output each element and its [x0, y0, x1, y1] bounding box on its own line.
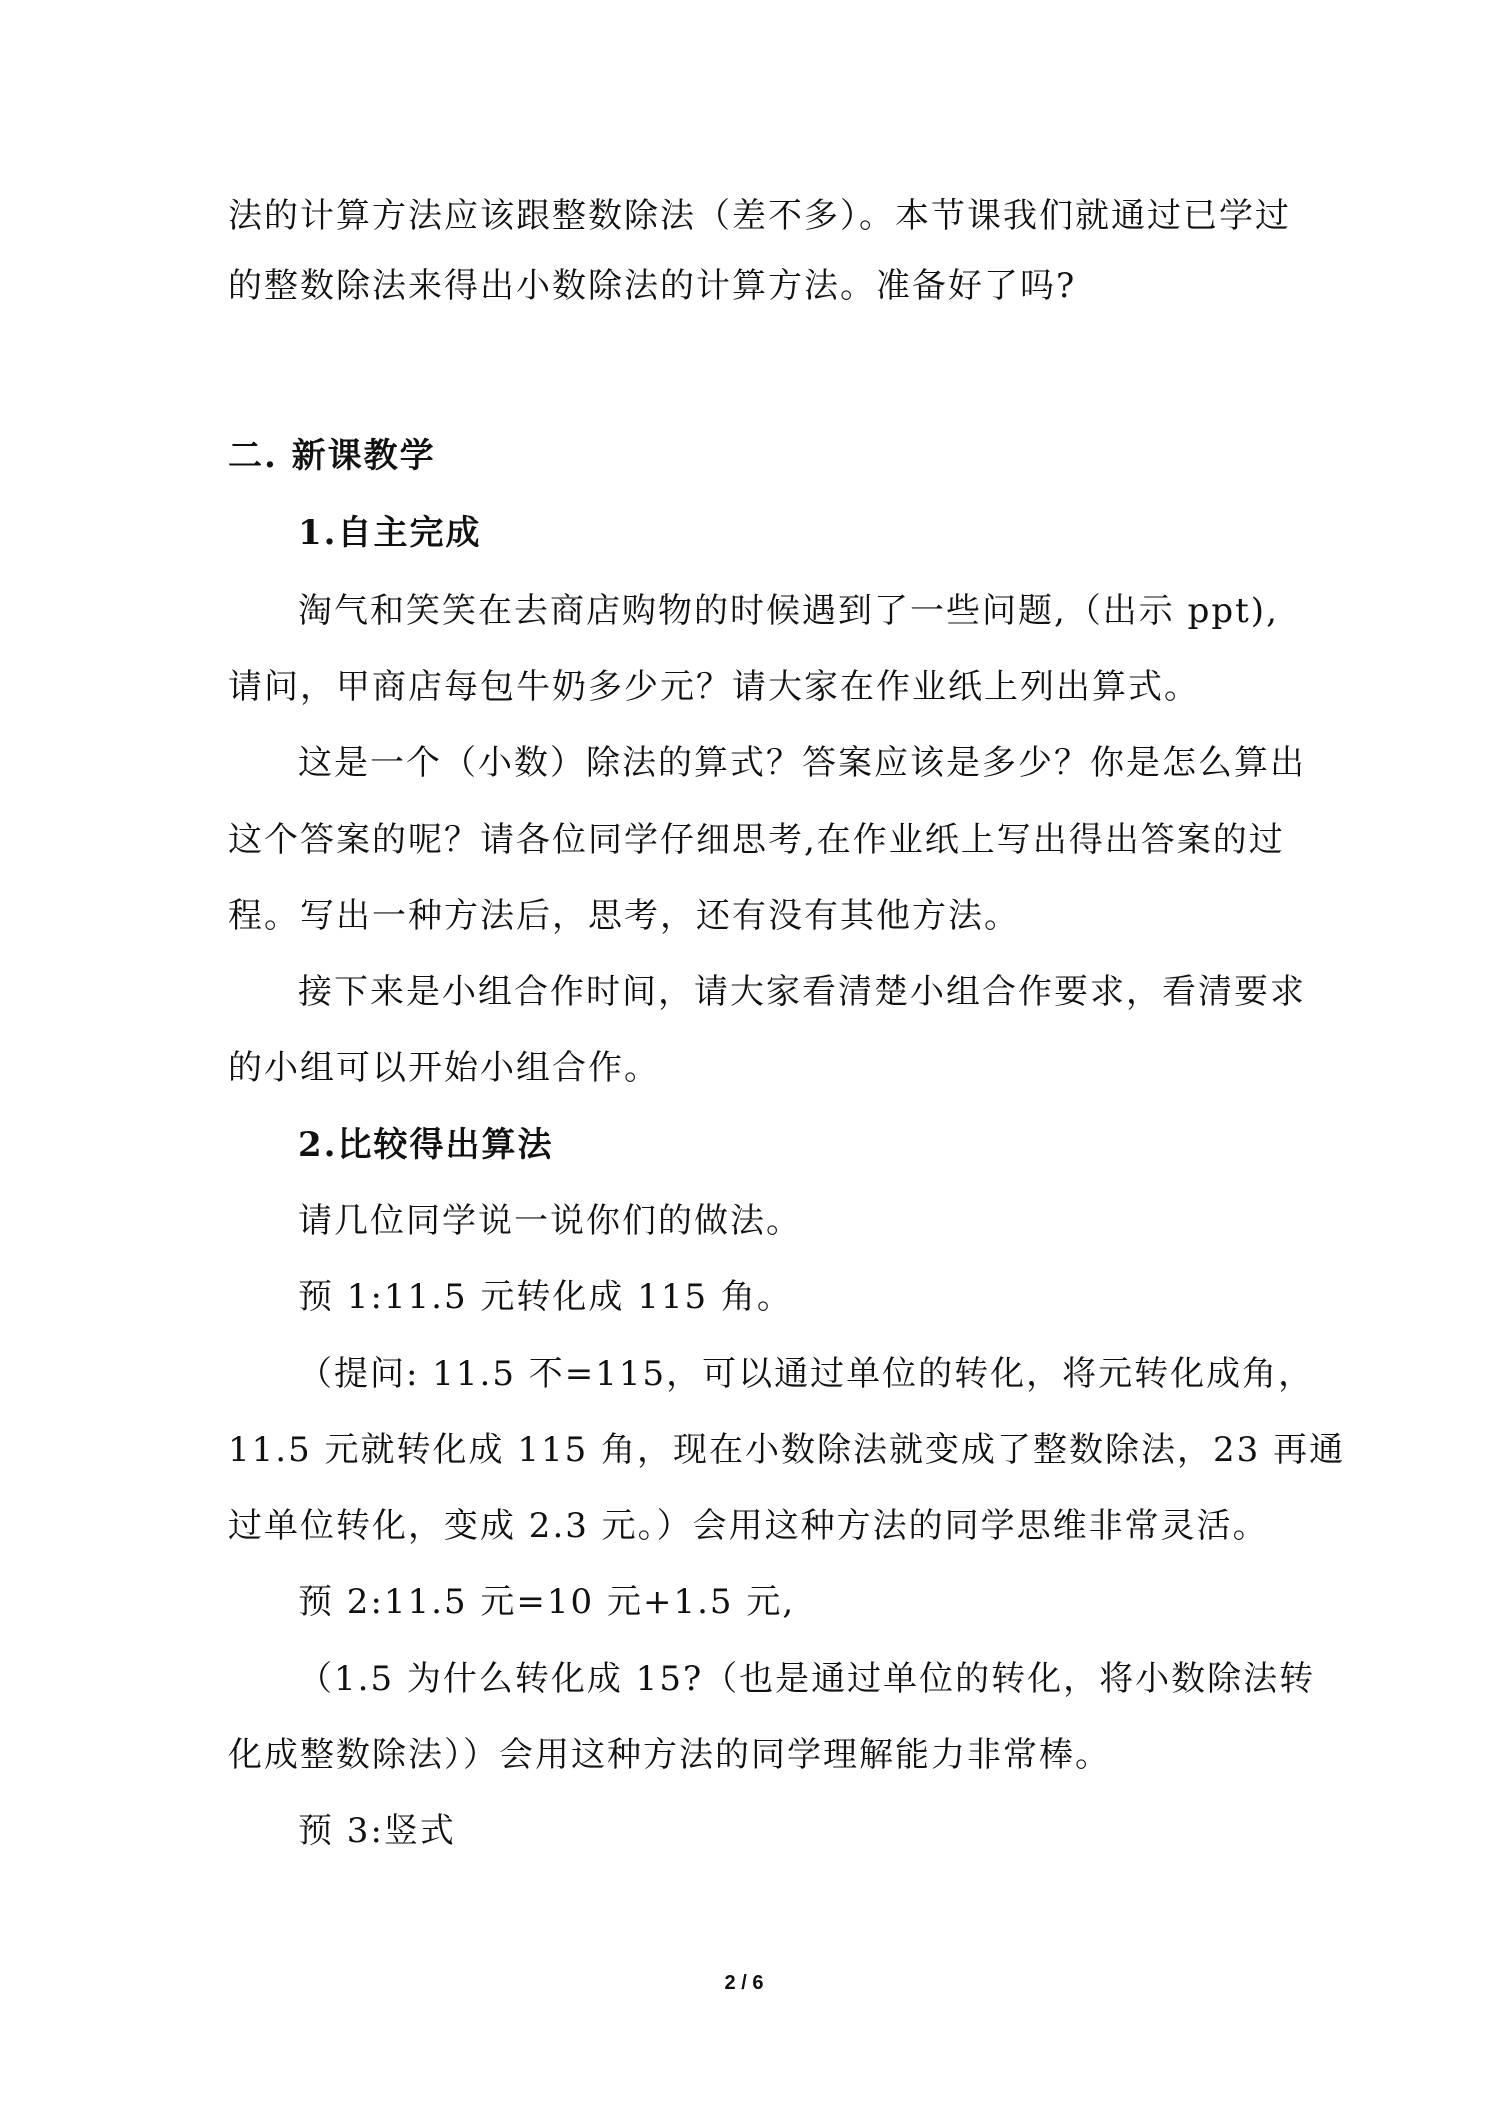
paragraph-9: 预 3:竖式: [298, 1811, 456, 1851]
paragraph-7: 预 2:11.5 元=10 元+1.5 元,: [298, 1582, 796, 1622]
paragraph-8-line-1: （1.5 为什么转化成 15?（也是通过单位的转化，将小数除法转: [298, 1659, 1316, 1699]
intro-line-2: 的整数除法来得出小数除法的计算方法。准备好了吗?: [228, 266, 1077, 306]
paragraph-4: 请几位同学说一说你们的做法。: [298, 1201, 802, 1241]
section-title: 二. 新课教学: [228, 436, 436, 476]
subsection-2-title: 2.比较得出算法: [298, 1125, 554, 1165]
paragraph-6-line-2: 11.5 元就转化成 115 角，现在小数除法就变成了整数除法，23 再通: [228, 1430, 1346, 1470]
paragraph-6-line-1: （提问: 11.5 不=115，可以通过单位的转化，将元转化成角，: [298, 1354, 1315, 1394]
subsection-1-title: 1.自主完成: [298, 513, 482, 553]
page-number: 2 / 6: [724, 1972, 764, 1994]
paragraph-3-line-1: 接下来是小组合作时间，请大家看清楚小组合作要求，看清要求: [298, 972, 1306, 1012]
paragraph-1-line-1: 淘气和笑笑在去商店购物的时候遇到了一些问题,（出示 ppt),: [298, 591, 1279, 631]
intro-line-1: 法的计算方法应该跟整数除法（差不多）。本节课我们就通过已学过: [228, 196, 1291, 236]
paragraph-3-line-2: 的小组可以开始小组合作。: [228, 1048, 660, 1088]
paragraph-8-line-2: 化成整数除法））会用这种方法的同学理解能力非常棒。: [228, 1735, 1111, 1775]
paragraph-1-line-2: 请问，甲商店每包牛奶多少元？请大家在作业纸上列出算式。: [228, 667, 1200, 707]
paragraph-2-line-3: 程。写出一种方法后，思考，还有没有其他方法。: [228, 896, 1020, 936]
paragraph-2-line-1: 这是一个（小数）除法的算式？答案应该是多少？你是怎么算出: [298, 743, 1306, 783]
paragraph-5: 预 1:11.5 元转化成 115 角。: [298, 1277, 793, 1317]
paragraph-2-line-2: 这个答案的呢？请各位同学仔细思考,在作业纸上写出得出答案的过: [228, 820, 1285, 860]
paragraph-6-line-3: 过单位转化，变成 2.3 元。）会用这种方法的同学思维非常灵活。: [228, 1506, 1269, 1546]
